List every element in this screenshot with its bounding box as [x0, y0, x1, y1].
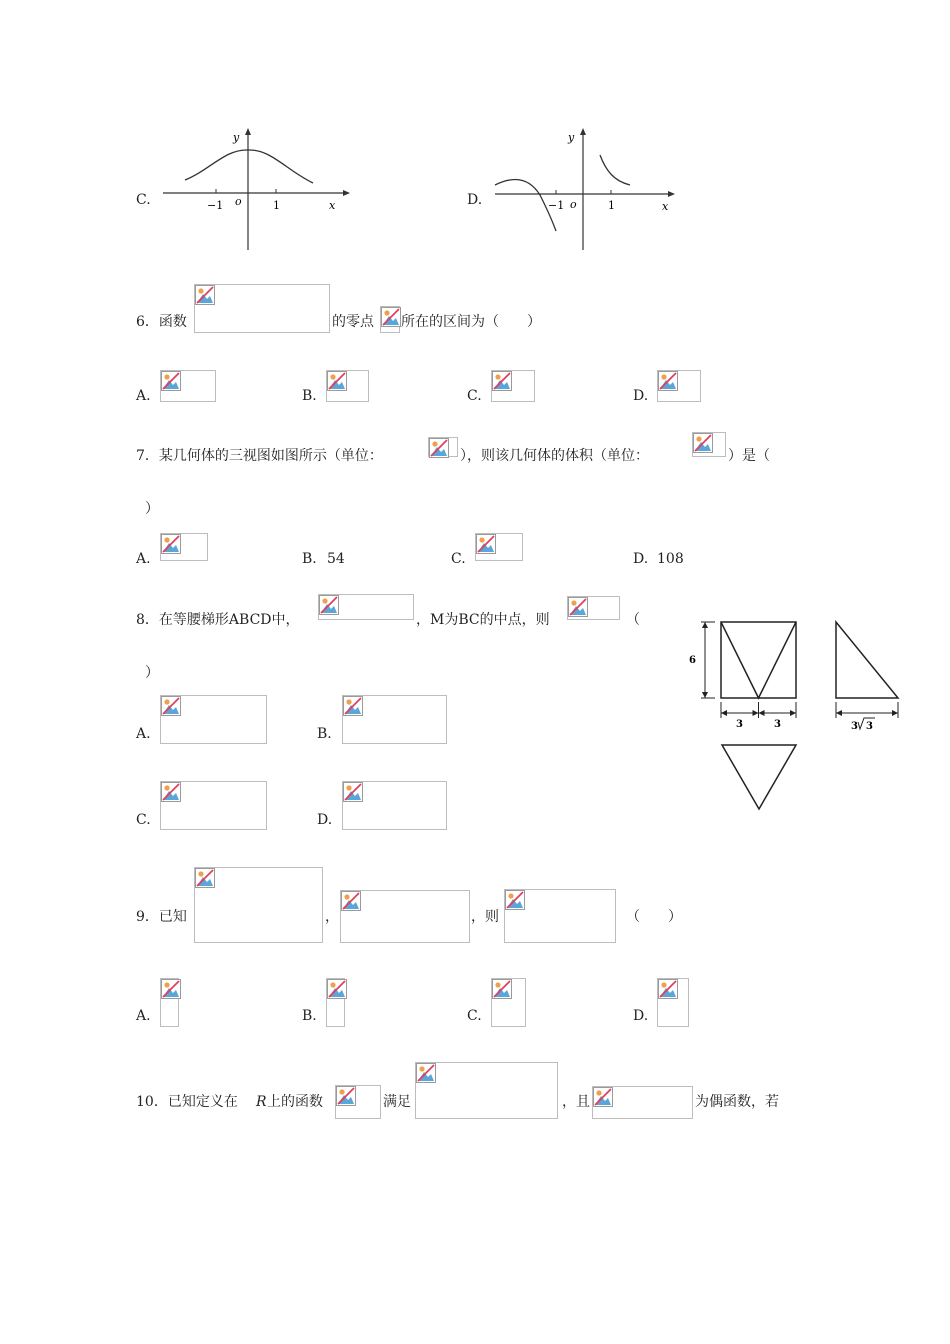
- q9-option-b-image: [326, 978, 345, 1027]
- graph-c-tick-pos1-label: 1: [273, 199, 280, 212]
- q8-condition-image: [318, 594, 414, 620]
- q6-option-a-image: [160, 370, 216, 402]
- graph-c-x-label: x: [329, 199, 336, 212]
- broken-image-icon: [492, 979, 512, 999]
- q9-stem: 9．已知: [136, 909, 187, 925]
- graph-d-tick-pos1-label: 1: [608, 199, 615, 212]
- q7-option-d-value: 108: [657, 551, 684, 567]
- broken-image-icon: [658, 371, 678, 391]
- q6-option-d-label: D.: [633, 388, 649, 404]
- broken-image-icon: [343, 696, 363, 716]
- q10-even-function-image: [592, 1086, 693, 1119]
- graph-d-right-branch: [600, 155, 630, 185]
- q6-option-c-label: C.: [467, 388, 482, 404]
- broken-image-icon: [593, 1087, 613, 1107]
- q9-comma1: ，: [325, 909, 339, 925]
- q7-option-b-value: 54: [327, 551, 345, 567]
- q7-option-c-image: [475, 533, 523, 561]
- q6-option-a-label: A.: [136, 388, 151, 404]
- broken-image-icon: [568, 597, 588, 617]
- q9-option-a-label: A.: [136, 1008, 151, 1024]
- broken-image-icon: [336, 1086, 356, 1106]
- graph-d-tick-neg1-label: −1: [548, 199, 565, 212]
- option-c-label: C.: [136, 192, 151, 208]
- side-width-coef: 3: [851, 721, 858, 732]
- right-width-label: 3: [774, 719, 781, 730]
- q6-option-d-image: [657, 370, 701, 402]
- q7-stem: 7．某几何体的三视图如图所示（单位：: [136, 448, 383, 464]
- q7-option-a-label: A.: [136, 551, 151, 567]
- q10-mid2: ，且: [562, 1094, 590, 1110]
- q6-stem: 6．函数: [136, 314, 187, 330]
- q9-option-a-image: [160, 978, 179, 1027]
- broken-image-icon: [327, 371, 347, 391]
- three-views-figure: [685, 612, 910, 817]
- left-width-label: 3: [736, 719, 743, 730]
- q9-option-c-label: C.: [467, 1008, 482, 1024]
- q7-tail-close: ）: [145, 501, 159, 517]
- q8-option-c-label: C.: [136, 812, 151, 828]
- graph-c: [155, 125, 355, 255]
- q6-option-b-image: [326, 370, 369, 402]
- side-view-triangle: [836, 622, 898, 698]
- graph-d: [490, 125, 680, 255]
- option-d-label: D.: [467, 192, 483, 208]
- broken-image-icon: [341, 891, 361, 911]
- q10-stem2: 上的函数: [267, 1094, 323, 1110]
- q9-a-image: [194, 867, 323, 943]
- broken-image-icon: [327, 979, 347, 999]
- broken-image-icon: [429, 438, 449, 458]
- q6-option-c-image: [491, 370, 535, 402]
- broken-image-icon: [693, 433, 713, 453]
- front-view-rect: [721, 622, 796, 698]
- q7-option-a-image: [160, 533, 208, 561]
- height-dim-label: 6: [689, 655, 696, 666]
- q10-mid: 满足: [383, 1094, 411, 1110]
- graph-d-origin: o: [570, 198, 577, 211]
- q9-b-image: [340, 890, 470, 943]
- graph-d-y-arrow: [580, 128, 586, 135]
- q8-expression-image: [567, 596, 620, 620]
- q6-function-image: [194, 284, 330, 333]
- graph-c-x-arrow: [343, 190, 350, 196]
- q7-option-b-label: B.: [302, 551, 317, 567]
- graph-c-y-arrow: [245, 128, 251, 135]
- broken-image-icon: [161, 696, 181, 716]
- broken-image-icon: [658, 979, 678, 999]
- q6-tail: 所在的区间为（ ）: [401, 314, 541, 330]
- q8-option-d-image: [342, 781, 447, 830]
- q7-volume-unit-image: [692, 432, 726, 457]
- graph-c-curve: [185, 150, 313, 183]
- broken-image-icon: [381, 307, 401, 327]
- side-width-root: 3: [866, 721, 873, 732]
- broken-image-icon: [492, 371, 512, 391]
- broken-image-icon: [161, 979, 181, 999]
- graph-c-tick-neg1-label: −1: [207, 199, 224, 212]
- broken-image-icon: [505, 890, 525, 910]
- broken-image-icon: [161, 534, 181, 554]
- q6-mid: 的零点: [332, 314, 374, 330]
- front-view-v: [721, 622, 796, 698]
- q10-function-image: [335, 1085, 381, 1119]
- q8-option-d-label: D.: [317, 812, 333, 828]
- q8-tail-close: ）: [145, 665, 159, 681]
- q9-c-image: [504, 889, 616, 943]
- q9-comma2: ，则: [471, 909, 499, 925]
- q9-option-c-image: [491, 978, 526, 1027]
- broken-image-icon: [161, 371, 181, 391]
- broken-image-icon: [416, 1063, 436, 1083]
- q10-stem: 10．已知定义在: [136, 1094, 238, 1110]
- q8-option-b-label: B.: [317, 726, 332, 742]
- q8-option-a-image: [160, 695, 267, 744]
- q9-tail: （ ）: [626, 909, 682, 925]
- graph-c-y-label: y: [233, 131, 240, 144]
- q10-condition-image: [415, 1062, 558, 1119]
- top-view-triangle: [722, 745, 796, 809]
- broken-image-icon: [195, 285, 215, 305]
- q8-stem: 8．在等腰梯形ABCD中，: [136, 612, 300, 628]
- broken-image-icon: [161, 782, 181, 802]
- graph-d-x-label: x: [662, 200, 669, 213]
- q10-tail: 为偶函数，若: [695, 1094, 779, 1110]
- q7-unit-image: [428, 437, 458, 457]
- graph-d-left-branch: [495, 180, 556, 231]
- q10-var-r: R: [256, 1094, 267, 1110]
- broken-image-icon: [319, 595, 339, 615]
- q8-option-c-image: [160, 781, 267, 830]
- q7-mid: ），则该几何体的体积（单位：: [460, 448, 649, 464]
- broken-image-icon: [343, 782, 363, 802]
- q8-option-b-image: [342, 695, 447, 744]
- graph-d-y-label: y: [568, 131, 575, 144]
- q9-option-b-label: B.: [302, 1008, 317, 1024]
- q9-option-d-image: [657, 978, 689, 1027]
- q6-option-b-label: B.: [302, 388, 317, 404]
- graph-c-origin: o: [235, 195, 242, 208]
- q8-tail: （: [626, 612, 640, 628]
- broken-image-icon: [195, 868, 215, 888]
- q7-tail: ）是（: [728, 448, 770, 464]
- q8-option-a-label: A.: [136, 726, 151, 742]
- q9-option-d-label: D.: [633, 1008, 649, 1024]
- q8-mid: ，M为BC的中点，则: [416, 612, 550, 628]
- q7-option-c-label: C.: [451, 551, 466, 567]
- q6-zero-image: [380, 306, 400, 333]
- broken-image-icon: [476, 534, 496, 554]
- q7-option-d-label: D.: [633, 551, 649, 567]
- graph-d-x-arrow: [668, 191, 675, 197]
